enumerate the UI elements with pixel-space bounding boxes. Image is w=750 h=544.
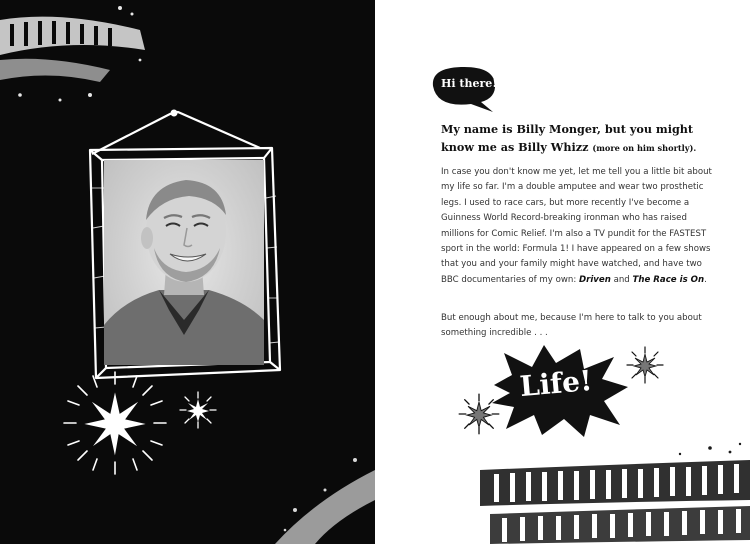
intro-paragraph-text: In case you don't know me yet, let me tell you a little bit about my life so far. I'm a double amputee and wear two prosthetic legs. I used to race cars, but more recently I've become a Guinness World Record-breaking ironman who has raised millions for Comic Relief. I'm also a TV pundit for the FASTEST sport in the world: Formula 1! I have appeared on a few shows that you and your family might have watched, and have two BBC documentaries of my own: xyxy=(441,167,712,285)
life-burst xyxy=(490,345,630,440)
documentary-title-driven: Driven xyxy=(578,274,611,285)
intro-paragraph xyxy=(441,165,721,288)
documentary-title-race: The Race is On xyxy=(632,274,705,285)
intro-heading-main: My name is Billy Monger, but you might know me as Billy Whizz xyxy=(441,122,694,154)
intro-paragraph-joiner: and xyxy=(613,274,630,285)
portrait-photo xyxy=(104,160,264,365)
tyre-track-top-left xyxy=(0,0,150,110)
intro-paragraph-end: . xyxy=(704,274,707,285)
starburst-small-icon xyxy=(178,390,218,430)
intro-heading xyxy=(441,120,721,157)
intro-heading-aside: (more on him shortly). xyxy=(592,143,697,153)
starburst-right-top-icon xyxy=(625,345,665,385)
tyre-track-bottom-left-page xyxy=(255,430,375,544)
closing-paragraph: But enough about me, because I'm here to talk to you about something incredible . . . xyxy=(441,313,702,339)
tyre-track-bottom-right xyxy=(480,440,750,544)
speech-bubble-label: Hi there! xyxy=(441,77,498,90)
life-burst-label: Life! xyxy=(518,363,594,404)
